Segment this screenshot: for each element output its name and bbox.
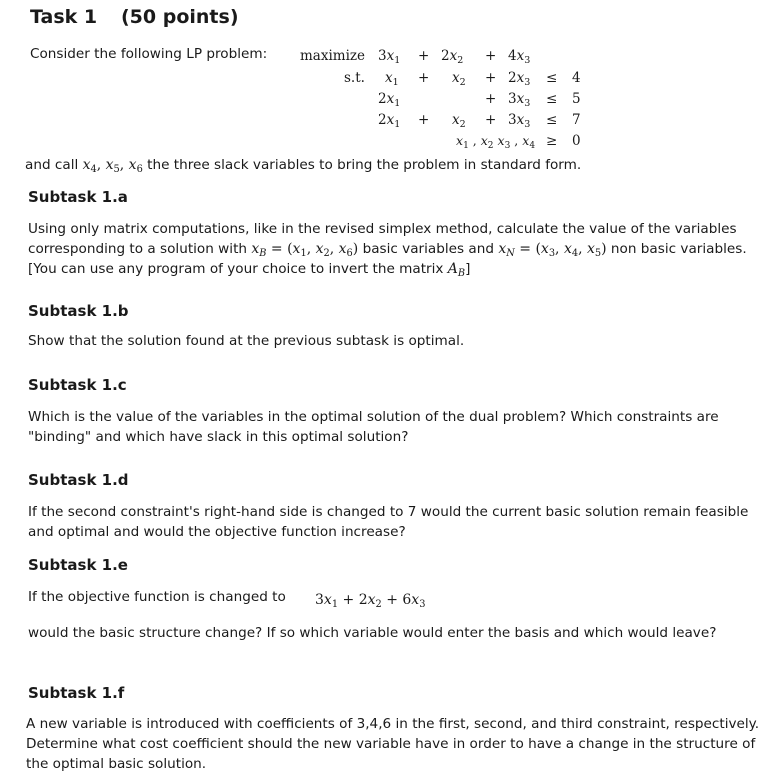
task-title: Task 1 <box>30 6 98 28</box>
subtask-c-text: Which is the value of the variables in the optimal solution of the dual problem? Which constraints are "binding" and which have slack in this optimal solution? <box>28 409 719 445</box>
subtask-d-text: If the second constraint's right-hand side is changed to 7 would the current basic solution remain feasible and optimal and would the objective function increase? <box>28 504 749 540</box>
lp-constraint-1: $x_1$ + $x_2$ + $2x_3$ ≤ 4 <box>385 70 581 88</box>
subtask-d-title: Subtask 1.d <box>28 471 129 489</box>
intro-text: Consider the following LP problem: <box>30 46 268 62</box>
lp-formulation <box>0 0 776 160</box>
subtask-e-formula: $3x_1 + 2x_2 + 6x_3$ <box>315 592 426 610</box>
subtask-a-title: Subtask 1.a <box>28 188 128 206</box>
subtask-f-text: A new variable is introduced with coefficients of 3,4,6 in the first, second, and third constraint, respectively. Determine what cost coefficient should the new variable have in order to have a change in the structure of the optimal basic solution. <box>26 716 760 772</box>
subtask-e-title: Subtask 1.e <box>28 556 128 574</box>
lp-maximize-label: maximize <box>300 48 366 64</box>
lp-constraint-2: $2x_1$ + $3x_3$ ≤ 5 <box>378 91 581 109</box>
subtask-c-title: Subtask 1.c <box>28 376 127 394</box>
slack-text: and call $x_4$, $x_5$, $x_6$ the three slack variables to bring the problem in standard form. <box>25 157 582 175</box>
subtask-a-text: Using only matrix computations, like in the revised simplex method, calculate the value of the variables corresponding to a solution with $x_B = (x_1$, $x_2$, $x_6$) basic variables and $x_N = (x_3$, $x_4$, $x_5$) non basic variables. [You can use any program of your choice to invert the matrix $A_B$] <box>28 221 747 279</box>
lp-st-label: s.t. <box>344 70 365 86</box>
subtask-b-title: Subtask 1.b <box>28 302 129 320</box>
lp-nonneg: $x_1$ , $x_2$ $x_3$ , $x_4$ ≥ 0 <box>456 133 581 151</box>
subtask-e-text2: would the basic structure change? If so which variable would enter the basis and which would leave? <box>28 625 717 641</box>
subtask-b-text: Show that the solution found at the previous subtask is optimal. <box>28 333 465 349</box>
lp-constraint-3: $2x_1$ + $x_2$ + $3x_3$ ≤ 7 <box>378 112 581 130</box>
subtask-e-text: If the objective function is changed to <box>28 589 286 605</box>
lp-obj-row: $3x_1$ + $2x_2$ + $4x_3$ <box>378 48 531 66</box>
task-points: (50 points) <box>121 6 239 28</box>
subtask-f-title: Subtask 1.f <box>28 684 125 702</box>
